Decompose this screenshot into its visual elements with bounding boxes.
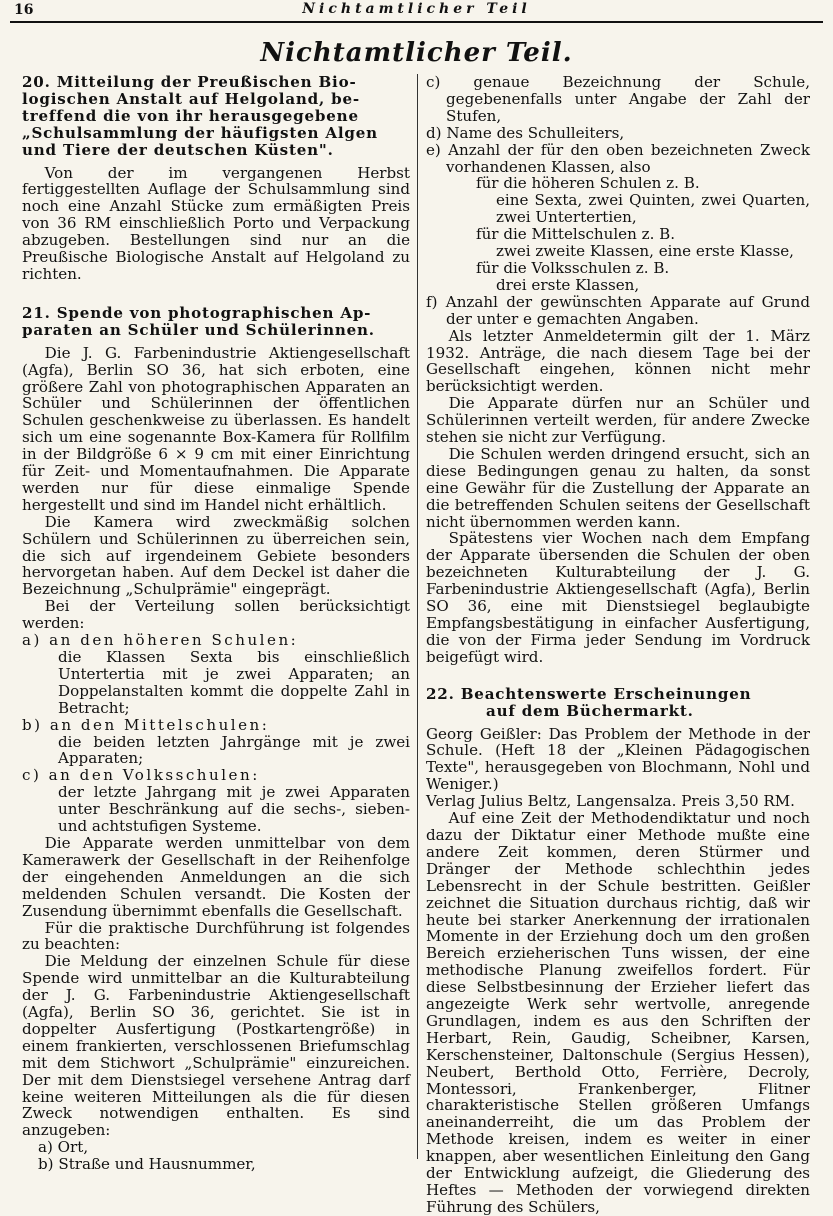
right-paragraph-4: Spätestens vier Wochen nach dem Empfang der Apparate übersenden die Schulen der oben bezeichneten Kulturabteilung der J. G. Farbenindustrie Aktiengesellschaft (Agfa), Berlin SO 36, eine mit Dienstsiegel beglaubigte Empfangsbestätigung in einfacher Ausfertigung, die von der Firma jeder Sendung im Vordruck beigefügt wird. (426, 529, 810, 666)
section-22-heading (426, 686, 810, 720)
list-a-text: die Klassen Sexta bis einschließlich Untertertia mit je zwei Apparaten; an Doppelanstalten kommt die doppelte Zahl in Betracht; (58, 648, 410, 717)
running-header (0, 0, 833, 22)
section-21-paragraph-2: Die Kamera wird zweckmäßig solchen Schülern und Schülerinnen zu überreichen sein, die sich auf irgendeinem Gebiete besonders hervorgetan haben. Auf dem Deckel ist daher die Bezeichnung „Schulprämie" eingeprägt. (22, 512, 410, 599)
item-f: f) Anzahl der gewünschten Apparate auf Grund der unter e gemachten Angaben. (426, 292, 810, 328)
list-b-text: die beiden letzten Jahrgänge mit je zwei Apparaten; (58, 732, 410, 768)
column-divider (417, 74, 418, 1159)
list-b-heading: b) an den Mittelschulen: (22, 715, 270, 734)
item-b: b) Straße und Hausnummer, (38, 1155, 256, 1174)
header-rule (10, 21, 823, 23)
section-20-heading-line-3: treffend die von ihr herausgegebene (22, 106, 359, 125)
item-d: d) Name des Schulleiters, (426, 123, 625, 142)
section-21-heading-line-2: paraten an Schüler und Schülerinnen. (22, 320, 375, 339)
section-21-heading (22, 305, 410, 339)
section-21-paragraph-5: Für die praktische Durchführung ist folgendes zu beachten: (22, 918, 410, 954)
section-21 (22, 305, 410, 1173)
item-e: e) Anzahl der für den oben bezeichneten Zweck vorhandenen Klassen, also (426, 140, 810, 176)
section-21-number: 21. (22, 303, 51, 322)
list-c-text: der letzte Jahrgang mit je zwei Apparaten unter Beschränkung auf die sechs-, sieben- und achtstufigen Systeme. (58, 783, 410, 836)
section-21-paragraph-1: Die J. G. Farbenindustrie Aktiengesellschaft (Agfa), Berlin SO 36, hat sich erboten, eine größere Zahl von photographischen Apparaten an Schüler und Schülerinnen der öffentlichen Schulen geschenkweise zu überlassen. Es handelt sich um eine sogenannte Box-Kamera für Rollfilm in der Bildgröße 6 × 9 cm mit einer Einrichtung für Zeit- und Momentaufnahmen. Die Apparate werden nur für diese einmalige Spende hergestellt und sind im Handel nicht erhältlich. (22, 343, 410, 514)
page-title: Nichtamtlicher Teil. (260, 38, 573, 68)
section-22 (426, 686, 810, 1216)
section-21-paragraph-6: Die Meldung der einzelnen Schule für diese Spende wird unmittelbar an die Kulturabteilung der J. G. Farbenindustrie Aktiengesellschaft (Agfa), Berlin SO 36, gerichtet. Sie ist in doppelter Ausfertigung (Postkartengröße) in einem frankierten, verschlossenen Briefumschlag mit dem Stichwort „Schulprämie" einzureichen. Der mit dem Dienstsiegel versehene Antrag darf keine weiteren Mitteilungen als die für diesen Zweck notwendigen enthalten. Es sind anzugeben: (22, 952, 410, 1140)
item-e-higher-schools-label: für die höheren Schulen z. B. (476, 174, 700, 193)
item-e-elementary-schools-text: drei erste Klassen, (496, 275, 640, 294)
item-e-elementary-schools-heading: für die Volksschulen z. B. (476, 258, 670, 277)
item-e-higher-schools-text: eine Sexta, zwei Quinten, zwei Quarten, zwei Untertertien, (496, 191, 810, 227)
section-22-heading-line-2: auf dem Büchermarkt. (486, 701, 694, 720)
section-20-heading (22, 74, 410, 159)
list-c-heading: c) an den Volksschulen: (22, 766, 260, 785)
item-e-middle-schools-text: zwei zweite Klassen, eine erste Klasse, (496, 242, 794, 261)
section-20-paragraph: Von der im vergangenen Herbst fertiggestellten Auflage der Schulsammlung sind noch eine Anzahl Stücke zum ermäßigten Preis von 36 RM einschließlich Porto und Verpackung abzugeben. Bestellungen sind nur an die Preußische Biologische Anstalt auf Helgoland zu richten. (22, 163, 410, 283)
running-title: Nichtamtlicher Teil (302, 1, 531, 17)
section-22-number: 22. (426, 684, 455, 703)
item-e-middle-schools-heading: für die Mittelschulen z. B. (476, 225, 676, 244)
section-20-heading-line-1: Mitteilung der Preußischen Bio- (56, 73, 357, 91)
right-paragraph-3: Die Schulen werden dringend ersucht, sich an diese Bedingungen genau zu halten, da sonst eine Gewähr für die Zustellung der Apparate an die betreffenden Schulen seitens der Gesellschaft nicht übernommen werden kann. (426, 444, 810, 531)
list-a-heading: a) an den höheren Schulen: (22, 631, 299, 650)
section-20-heading-line-5: und Tiere der deutschen Küsten". (22, 140, 334, 159)
section-20 (22, 74, 410, 283)
item-e-higher-schools-heading (426, 175, 810, 192)
item-a: a) Ort, (38, 1138, 89, 1157)
book-citation: Georg Geißler: Das Problem der Methode in der Schule. (Heft 18 der „Kleinen Pädagogischen Texte", herausgegeben von Blochmann, Nohl und Weniger.) (426, 724, 810, 794)
section-20-heading-line-2: logischen Anstalt auf Helgoland, be- (22, 89, 360, 108)
right-column (426, 74, 810, 1216)
item-c: c) genaue Bezeichnung der Schule, gegebenenfalls unter Angabe der Zahl der Stufen, (426, 73, 810, 125)
section-21-heading-line-1: Spende von photographischen Ap- (56, 303, 372, 322)
book-publisher: Verlag Julius Beltz, Langensalza. Preis 3,50 RM. (426, 792, 795, 811)
section-20-heading-line-4: „Schulsammlung der häufigsten Algen (22, 123, 378, 142)
book-review: Auf eine Zeit der Methodendiktatur und noch dazu der Diktatur einer Methode mußte eine andere Zeit kommen, deren Stürmer und Dränger der Methode schlechthin jedes Lebensrecht in der Schule bestritten. Geißler zeichnet die Situation durchaus richtig, daß wir heute bei starker Anerkennung der irrationalen Momente in der Erziehung doch um den großen Bereich erzieherischen Tuns wissen, der eine methodische Planung zweifellos fordert. Für diese Selbstbesinnung der Erzieher liefert das angezeigte Werk sehr wertvolle, anregende Grundlagen, indem es aus den Schriften der Herbart, Rein, Gaudig, Scheibner, Karsen, Kerschensteiner, Daltonschule (Sergius Hessen), Neubert, Berthold Otto, Ferrière, Decroly, Montessori, Frankenberger, Flitner charakteristische Stellen größeren Umfangs aneinanderreiht, die um das Problem der Methode kreisen, indem es weiter in einer knappen, aber wesentlichen Einleitung den Gang der Entwicklung aufzeigt, die Gliederung des Heftes — Methoden der vorwiegend direkten Führung des Schülers, (426, 809, 810, 1216)
section-20-number: 20. (22, 73, 51, 91)
right-paragraph-1: Als letzter Anmeldetermin gilt der 1. März 1932. Anträge, die nach diesem Tage bei der Gesellschaft eingehen, können nicht mehr berücksichtigt werden. (426, 326, 810, 396)
left-column (22, 74, 410, 1173)
section-22-heading-line-1: Beachtenswerte Erscheinungen (460, 684, 752, 703)
right-paragraph-2: Die Apparate dürfen nur an Schüler und Schülerinnen verteilt werden, für andere Zwecke stehen sie nicht zur Verfügung. (426, 394, 810, 447)
section-21-paragraph-3: Bei der Verteilung sollen berücksichtigt werden: (22, 597, 410, 633)
page-number: 16 (14, 2, 34, 18)
section-21-paragraph-4: Die Apparate werden unmittelbar von dem Kamerawerk der Gesellschaft in der Reihenfolge der eingehenden Anmeldungen an die sich meldenden Schulen versandt. Die Kosten der Zusendung übernimmt ebenfalls die Gesellschaft. (22, 833, 410, 920)
